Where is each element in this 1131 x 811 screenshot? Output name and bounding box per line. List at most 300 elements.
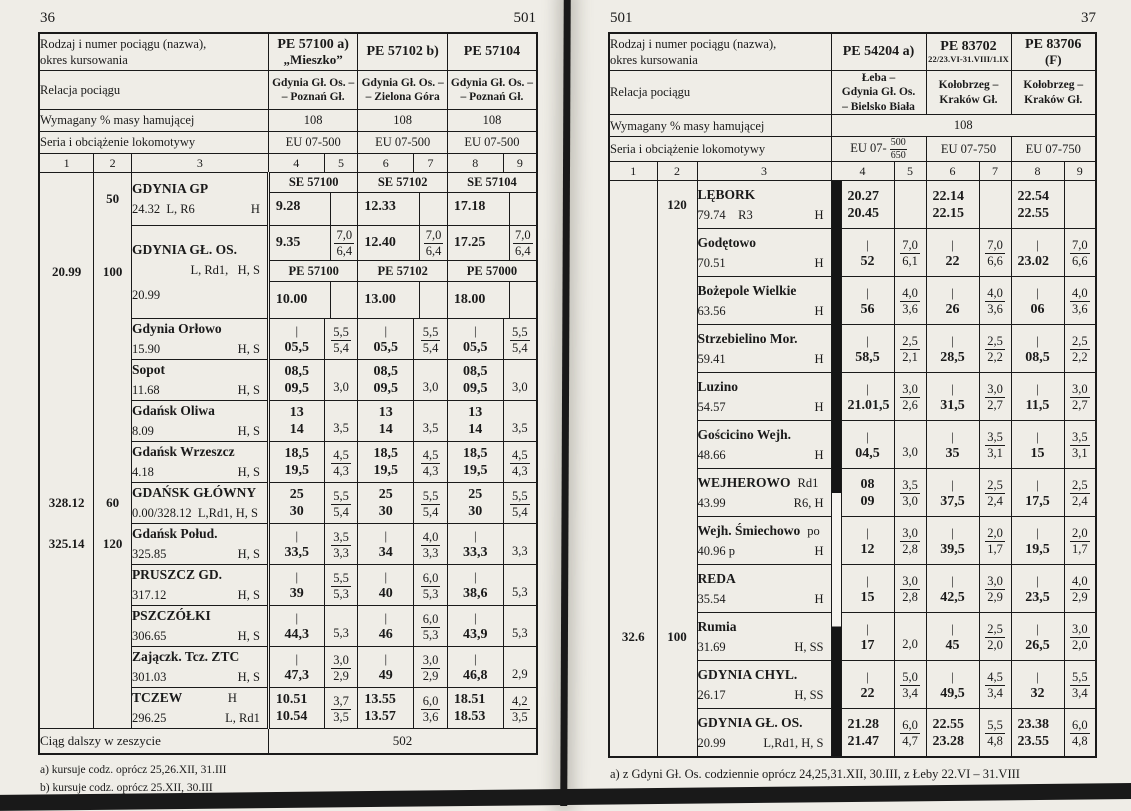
departure-time: 14 xyxy=(378,422,393,437)
arrival-time: | xyxy=(951,476,954,492)
arrival-time: 18,5 xyxy=(463,446,488,461)
km-cell xyxy=(39,173,94,226)
runtime-cell xyxy=(1064,517,1096,565)
runtime-cell xyxy=(979,373,1011,421)
time-cell xyxy=(447,442,503,483)
timetable-row xyxy=(39,647,537,688)
arrival-time: 08 xyxy=(860,476,875,492)
footnote-b: b) kursuje codz. oprócz 25.XII, 30.III xyxy=(40,781,213,794)
column-number-cell: 1 xyxy=(39,154,94,173)
vmax-cell xyxy=(94,647,132,688)
station-name-line: Strzebielino Mor. xyxy=(697,330,798,346)
time-cell xyxy=(268,442,324,483)
runtime-cell xyxy=(324,360,358,401)
column-number-cell: 8 xyxy=(447,154,503,173)
time-value: 12.33 xyxy=(358,193,420,225)
run-time-fraction: $\frac{3,0}{2,9}$ xyxy=(422,652,439,683)
station-cell xyxy=(131,647,268,688)
time-cell xyxy=(268,688,324,729)
station-name-line: PRUSZCZ GD. xyxy=(131,567,222,582)
arrival-time: 25 xyxy=(289,487,304,502)
braking-mass-cell: 108 xyxy=(358,110,448,132)
timetable-row xyxy=(609,229,1096,277)
header-row-braking-mass xyxy=(39,110,537,132)
arrival-time: 13.55 xyxy=(364,692,396,707)
departure-time: 21.01,5 xyxy=(847,397,890,413)
train-subnumber: SE 57100 xyxy=(270,173,358,193)
station-name-line: LĘBORK xyxy=(697,186,756,202)
runtime-cell xyxy=(979,517,1011,565)
station-name-line: Godętowo xyxy=(697,234,756,250)
departure-time: 30 xyxy=(378,504,393,519)
time-cell xyxy=(841,229,894,277)
km-cell xyxy=(609,709,657,758)
arrival-time: 13 xyxy=(468,405,483,420)
station-cell xyxy=(697,421,831,469)
departure-time: 04,5 xyxy=(855,445,880,461)
arrival-time: | xyxy=(1036,620,1039,636)
station-cell xyxy=(697,277,831,325)
departure-time: 37,5 xyxy=(940,493,965,509)
time-cell xyxy=(841,613,894,661)
station-km-line: 40.96 p H xyxy=(697,543,824,558)
train-header-cell xyxy=(1011,33,1096,71)
time-cell xyxy=(447,483,503,524)
left-page xyxy=(38,10,538,798)
timetable-row xyxy=(39,688,537,729)
timetable-row xyxy=(39,606,537,647)
departure-time: 19,5 xyxy=(373,463,399,478)
station-name-line: GDYNIA CHYL. xyxy=(697,666,798,682)
timetable-row xyxy=(609,709,1096,758)
train-block-cell xyxy=(358,173,448,226)
train-header-cell xyxy=(268,33,358,71)
train-header-cell xyxy=(358,33,448,71)
train-subnumber: PE 57000 xyxy=(448,261,536,282)
time-cell xyxy=(841,373,894,421)
runtime-cell xyxy=(1064,565,1096,613)
departure-time: 20.45 xyxy=(847,205,879,221)
continuation-label-cell: Ciąg dalszy w zeszycie xyxy=(39,729,268,755)
runtime-cell xyxy=(1064,469,1096,517)
departure-time: 23.55 xyxy=(1017,733,1049,749)
timetable-row xyxy=(39,319,537,360)
arrival-time: | xyxy=(951,572,954,588)
arrival-time: 22.14 xyxy=(932,188,964,204)
km-cell xyxy=(609,373,657,421)
departure-time: 13.00 xyxy=(358,282,420,318)
runtime-cell xyxy=(503,442,537,483)
arrival-time: | xyxy=(951,620,954,636)
timetable-row xyxy=(609,517,1096,565)
timetable-row xyxy=(609,181,1096,229)
station-km-line: 48.66 H xyxy=(697,447,824,462)
vmax-cell xyxy=(657,661,697,709)
run-time-fraction: $\frac{5,0}{3,4}$ xyxy=(902,670,918,701)
arrival-time: | xyxy=(866,236,869,252)
arrival-time: | xyxy=(1036,380,1039,396)
run-time-fraction: 7,0 6,4 xyxy=(336,227,353,258)
vmax-cell xyxy=(94,442,132,483)
time-cell xyxy=(926,565,979,613)
time-cell xyxy=(358,647,414,688)
run-time-value: 3,3 xyxy=(512,544,528,558)
runtime-cell xyxy=(503,524,537,565)
route-bar xyxy=(831,661,841,709)
vmax-cell: 100 xyxy=(657,613,697,661)
run-time-fraction: $\frac{4,2}{3,5}$ xyxy=(512,693,528,724)
train-block-cell xyxy=(268,173,358,226)
relation-cell: Kołobrzeg – Kraków Gł. xyxy=(926,71,1011,115)
time-cell xyxy=(1011,661,1064,709)
runtime-cell xyxy=(324,401,358,442)
departure-time: 19,5 xyxy=(1025,541,1050,557)
footnote-a: a) z Gdyni Gł. Os. codziennie oprócz 24,25,31.XII, 30.III, z Łeby 22.VI – 31.VIII xyxy=(610,767,1020,782)
run-time-fraction: $\frac{3,0}{2,0}$ xyxy=(1071,622,1088,653)
station-name-line: GDYNIA GŁ. OS. xyxy=(131,241,237,257)
departure-time: 19,5 xyxy=(463,463,488,478)
train-block-cell xyxy=(447,173,537,226)
arrival-time: | xyxy=(866,428,869,444)
runtime-cell xyxy=(894,421,926,469)
station-cell xyxy=(131,173,268,226)
continuation-target-cell: 502 xyxy=(268,729,537,755)
departure-time: 09,5 xyxy=(284,381,310,396)
station-km-line: 63.56 H xyxy=(697,303,824,318)
runtime-cell xyxy=(1064,325,1096,373)
time-cell xyxy=(358,688,414,729)
time-cell xyxy=(358,565,414,606)
station-km-line: 296.25 L, Rd1 xyxy=(131,711,260,725)
runtime-cell xyxy=(894,277,926,325)
runtime-cell xyxy=(894,517,926,565)
runtime-cell xyxy=(1064,181,1096,229)
train-subnumber: SE 57104 xyxy=(448,173,536,193)
runtime-cell xyxy=(1064,613,1096,661)
run-time-fraction: $\frac{6,0}{5,3}$ xyxy=(422,570,439,601)
vmax-cell xyxy=(657,565,697,613)
time-cell xyxy=(926,613,979,661)
km-cell xyxy=(39,360,94,401)
arrival-time: | xyxy=(295,651,299,666)
station-cell xyxy=(131,360,268,401)
station-km-line: 306.65 H, S xyxy=(131,629,260,643)
runtime-cell xyxy=(894,661,926,709)
column-number-cell: 8 xyxy=(1011,162,1064,181)
timetable-row xyxy=(609,373,1096,421)
departure-time: 12 xyxy=(860,541,875,557)
km-cell xyxy=(39,442,94,483)
braking-mass-cell: 108 xyxy=(447,110,537,132)
runtime-cell xyxy=(414,319,448,360)
run-time-value: 3,5 xyxy=(512,421,528,435)
arrival-time: | xyxy=(866,332,869,348)
station-name-line: Bożepole Wielkie xyxy=(697,282,797,298)
time-cell xyxy=(926,277,979,325)
station-km-line: 35.54 H xyxy=(697,591,824,606)
departure-time: 49,5 xyxy=(940,685,965,701)
run-time-value: 3,0 xyxy=(422,380,439,394)
timetable-row xyxy=(609,277,1096,325)
timetable-row xyxy=(39,173,537,226)
run-time-fraction: $\frac{3,5}{3,1}$ xyxy=(987,430,1003,461)
departure-time: 33,5 xyxy=(284,545,310,560)
run-time-value: 2,0 xyxy=(902,636,918,651)
time-cell xyxy=(358,483,414,524)
arrival-time: 08,5 xyxy=(373,364,399,379)
runtime-cell xyxy=(324,565,358,606)
km-cell xyxy=(39,647,94,688)
departure-time: 17,5 xyxy=(1025,493,1050,509)
station-name-line: GDYNIA GŁ. OS. xyxy=(697,714,803,730)
departure-time: 32 xyxy=(1030,685,1045,701)
station-km-line: 317.12 H, S xyxy=(131,588,260,602)
arrival-time: | xyxy=(473,569,477,584)
km-cell: 32.6 xyxy=(609,613,657,661)
km-cell xyxy=(609,181,657,229)
departure-time: 26 xyxy=(945,301,960,317)
departure-time: 14 xyxy=(289,422,304,437)
train-number: PE 57102 b) xyxy=(366,43,439,59)
arrival-time: | xyxy=(295,528,299,543)
station-cell xyxy=(697,613,831,661)
departure-time: 13.57 xyxy=(364,709,396,724)
column-number-cell: 1 xyxy=(609,162,657,181)
arrival-time: 25 xyxy=(378,487,393,502)
column-number-cell: 2 xyxy=(94,154,132,173)
label-cell: Wymagany % masy hamującej xyxy=(39,110,268,132)
runtime-cell xyxy=(503,688,537,729)
station-km-line: L, Rd1, H, S xyxy=(190,262,260,277)
arrival-time: | xyxy=(1036,332,1039,348)
run-time-fraction: $\frac{4,5}{4,3}$ xyxy=(422,447,439,478)
departure-time: 45 xyxy=(945,637,960,653)
time-cell xyxy=(447,565,503,606)
timetable-table xyxy=(608,32,1097,758)
train-number: PE 54204 a) xyxy=(842,43,915,59)
time-cell xyxy=(358,319,414,360)
timetable-row xyxy=(609,421,1096,469)
arrival-time: | xyxy=(866,572,869,588)
run-time-fraction: $\frac{3,0}{2,9}$ xyxy=(333,652,349,683)
time-cell xyxy=(841,709,894,758)
header-row-train xyxy=(39,33,537,71)
departure-time: 18.53 xyxy=(453,709,486,724)
runtime-cell xyxy=(503,647,537,688)
timetable-table xyxy=(38,32,538,755)
run-time-fraction: $\frac{7,0}{6,6}$ xyxy=(987,238,1003,269)
departure-time: 40 xyxy=(378,586,393,601)
runtime-cell xyxy=(1064,373,1096,421)
time-cell xyxy=(1011,229,1064,277)
book-gutter-shadow xyxy=(560,0,571,806)
time-cell xyxy=(358,524,414,565)
departure-time: 08,5 xyxy=(1025,349,1050,365)
loco-series-cell: EU 07-750 xyxy=(926,137,1011,162)
time-cell xyxy=(268,483,324,524)
departure-time: 22 xyxy=(860,685,875,701)
runtime-cell xyxy=(894,469,926,517)
station-cell xyxy=(131,606,268,647)
station-cell xyxy=(697,661,831,709)
arrival-time: | xyxy=(866,668,869,684)
departure-time: 09,5 xyxy=(373,381,399,396)
vmax-cell xyxy=(94,360,132,401)
arrival-time: | xyxy=(866,524,869,540)
loco-series-cell: EU 07-500 xyxy=(268,132,358,154)
departure-time: 44,3 xyxy=(284,627,310,642)
loco-series-cell: EU 07- $\frac{500}{650}$ xyxy=(831,137,926,162)
run-time-fraction: $\frac{7,0}{6,6}$ xyxy=(1071,238,1088,269)
time-cell xyxy=(841,277,894,325)
time-cell xyxy=(358,401,414,442)
column-number-cell: 5 xyxy=(894,162,926,181)
train-subnumber: SE 57102 xyxy=(358,173,447,193)
arrival-time: | xyxy=(295,323,299,338)
km-cell xyxy=(609,517,657,565)
train-header-cell xyxy=(447,33,537,71)
km-cell xyxy=(609,469,657,517)
departure-time: 15 xyxy=(860,589,875,605)
station-km-line: 8.09 H, S xyxy=(131,424,260,438)
arrival-time: 08,5 xyxy=(284,364,310,379)
route-bar xyxy=(831,517,841,565)
runtime-cell xyxy=(979,181,1011,229)
route-bar xyxy=(831,181,841,229)
departure-time: 22.15 xyxy=(932,205,964,221)
run-time-fraction: $\frac{7,0}{6,1}$ xyxy=(902,238,918,269)
departure-time: 06 xyxy=(1030,301,1045,317)
loco-series-cell: EU 07-500 xyxy=(447,132,537,154)
time-cell xyxy=(1011,325,1064,373)
arrival-time: | xyxy=(384,323,388,338)
km-cell xyxy=(609,565,657,613)
footnotes xyxy=(608,765,1098,784)
arrival-time: | xyxy=(473,528,477,543)
time-cell xyxy=(268,360,324,401)
departure-time: 17 xyxy=(860,637,875,653)
run-time-fraction: $\frac{6,0}{5,3}$ xyxy=(422,611,439,642)
run-time-fraction: $\frac{4,0}{3,3}$ xyxy=(422,529,439,560)
page-header xyxy=(38,10,538,27)
train-note: (F) xyxy=(1044,51,1062,67)
runtime-cell xyxy=(503,565,537,606)
departure-time: 33,3 xyxy=(463,545,488,560)
departure-time: 23,5 xyxy=(1025,589,1050,605)
arrival-time: 22.54 xyxy=(1017,188,1049,204)
runtime-cell xyxy=(894,613,926,661)
run-time-fraction: $\frac{2,5}{2,4}$ xyxy=(987,478,1003,509)
run-time-fraction: $\frac{3,0}{2,9}$ xyxy=(987,574,1003,605)
arrival-time: | xyxy=(1036,236,1039,252)
arrival-time: 10.51 xyxy=(275,692,308,707)
arrival-time: 22.55 xyxy=(932,716,964,732)
route-bar xyxy=(831,565,841,613)
runtime-cell xyxy=(324,606,358,647)
departure-time: 35 xyxy=(945,445,960,461)
station-km-line: 11.68 H, S xyxy=(131,383,260,397)
relation-cell: Gdynia Gł. Os. – – Poznań Gł. xyxy=(268,71,358,110)
run-time-fraction: $\frac{5,5}{5,4}$ xyxy=(422,488,439,519)
train-number: PE 57104 xyxy=(463,43,521,59)
runtime-cell xyxy=(979,277,1011,325)
vmax-cell: 100 xyxy=(94,226,132,319)
header-row-train xyxy=(609,33,1096,71)
run-time-fraction: $\frac{3,0}{2,6}$ xyxy=(902,382,918,413)
column-number-cell: 5 xyxy=(324,154,358,173)
station-name-line: Zajączk. Tcz. ZTC xyxy=(131,649,240,664)
vmax-cell xyxy=(94,565,132,606)
train-note: „Mieszko” xyxy=(283,51,343,67)
header-row-column-numbers xyxy=(609,162,1096,181)
label-cell: Seria i obciążenie lokomotywy xyxy=(609,137,831,162)
route-bar xyxy=(831,373,841,421)
time-cell xyxy=(1011,277,1064,325)
braking-mass-cell: 108 xyxy=(831,115,1096,137)
km-cell xyxy=(609,421,657,469)
header-row-column-numbers xyxy=(39,154,537,173)
timetable-row xyxy=(609,469,1096,517)
station-cell xyxy=(697,325,831,373)
departure-time: 15 xyxy=(1030,445,1045,461)
station-km-line: 4.18 H, S xyxy=(131,465,260,479)
table-number: 501 xyxy=(513,10,536,26)
runtime-cell xyxy=(1064,709,1096,758)
timetable-row xyxy=(609,565,1096,613)
runtime-cell xyxy=(979,421,1011,469)
arrival-time: | xyxy=(866,284,869,300)
route-bar xyxy=(831,613,841,661)
time-cell xyxy=(926,325,979,373)
time-cell xyxy=(1011,565,1064,613)
run-time-fraction: $\frac{5,5}{5,4}$ xyxy=(512,488,528,519)
station-cell xyxy=(697,469,831,517)
column-number-cell: 4 xyxy=(268,154,324,173)
column-number-cell: 3 xyxy=(697,162,831,181)
departure-time: 05,5 xyxy=(463,340,488,355)
relation-cell: Kołobrzeg – Kraków Gł. xyxy=(1011,71,1096,115)
arrival-time: | xyxy=(951,668,954,684)
timetable-row xyxy=(39,360,537,401)
departure-time: 42,5 xyxy=(940,589,965,605)
train-note: 22/23.VI-31.VIII/1.IX xyxy=(928,54,1009,65)
arrival-time: | xyxy=(384,528,388,543)
vmax-cell xyxy=(657,325,697,373)
km-cell xyxy=(39,606,94,647)
arrival-time: 9.35 xyxy=(270,226,331,260)
label-cell: Wymagany % masy hamującej xyxy=(609,115,831,137)
timetable-row xyxy=(39,524,537,565)
runtime-cell xyxy=(979,229,1011,277)
station-cell xyxy=(131,483,268,524)
station-name-line: TCZEW H xyxy=(131,690,237,705)
km-cell: 20.99 xyxy=(39,226,94,319)
arrival-time: | xyxy=(866,380,869,396)
runtime-cell xyxy=(979,565,1011,613)
column-number-cell: 9 xyxy=(1064,162,1096,181)
run-time-fraction: $\frac{2,5}{2,2}$ xyxy=(987,334,1003,365)
time-cell xyxy=(268,319,324,360)
time-cell xyxy=(447,647,503,688)
time-cell xyxy=(926,181,979,229)
vmax-cell: 50 xyxy=(94,173,132,226)
train-header-cell xyxy=(831,33,926,71)
runtime-cell xyxy=(979,709,1011,758)
station-km-line: 43.99 R6, H xyxy=(697,495,824,510)
run-time-fraction: $\frac{2,5}{2,4}$ xyxy=(1071,478,1088,509)
arrival-time: | xyxy=(473,323,477,338)
column-number-cell: 6 xyxy=(926,162,979,181)
